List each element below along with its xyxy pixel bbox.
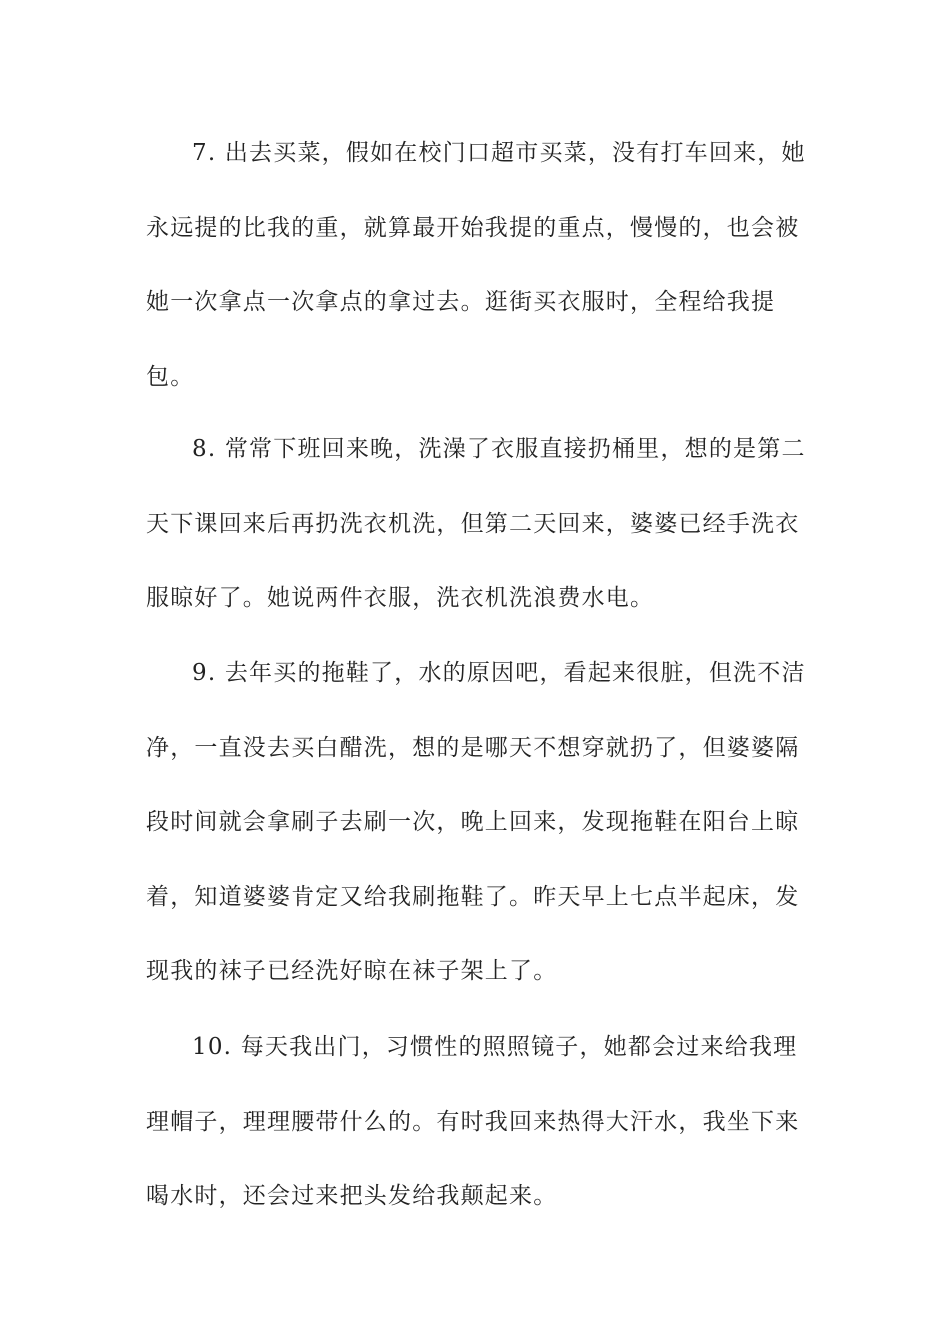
paragraph-8: 8. 常常下班回来晚，洗澡了衣服直接扔桶里，想的是第二天下课回来后再扔洗衣机洗，但第二天回来，婆婆已经手洗衣服晾好了。她说两件衣服，洗衣机洗浪费水电。	[146, 436, 806, 611]
paragraph-9: 9. 去年买的拖鞋了，水的原因吧，看起来很脏，但洗不洁净，一直没去买白醋洗，想的是哪天不想穿就扔了，但婆婆隔段时间就会拿刷子去刷一次，晚上回来，发现拖鞋在阳台上晾着，知道婆婆肯定又给我刷拖鞋了。昨天早上七点半起床，发现我的袜子已经洗好晾在袜子架上了。	[146, 660, 806, 984]
paragraph-10: 10. 每天我出门，习惯性的照照镜子，她都会过来给我理理帽子，理理腰带什么的。有时我回来热得大汗水，我坐下来喝水时，还会过来把头发给我颠起来。	[146, 1034, 800, 1209]
paragraph-7: 7. 出去买菜，假如在校门口超市买菜，没有打车回来，她永远提的比我的重，就算最开始我提的重点，慢慢的，也会被她一次拿点一次拿点的拿过去。逛街买衣服时，全程给我提包。	[146, 140, 806, 390]
